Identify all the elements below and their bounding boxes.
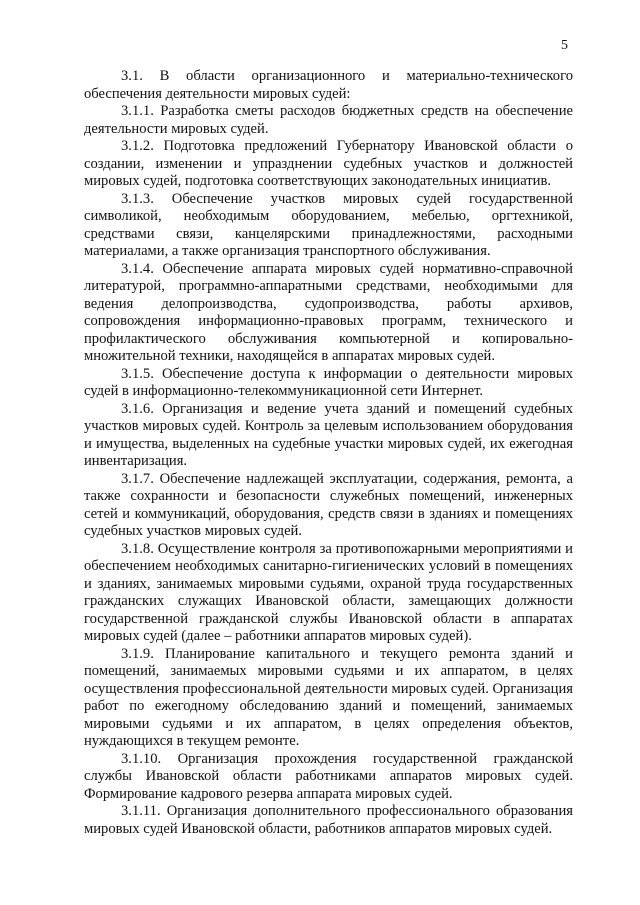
page-number: 5 — [561, 38, 568, 53]
paragraph-3-1-4: 3.1.4. Обеспечение аппарата мировых судей нормативно-справочной литературой, программно-аппаратными средствами, необходимыми для ведения делопроизводства, судопроизводства, работы архивов, сопровождения информационно-правовых программ, технического и профилактического обслуживания компьютерной и копировально-множительной техники, находящейся в аппаратах мировых судей. — [84, 260, 573, 364]
paragraph-3-1-10: 3.1.10. Организация прохождения государственной гражданской службы Ивановской области работниками аппаратов мировых судей. Формирование кадрового резерва аппарата мировых судей. — [84, 750, 573, 802]
paragraph-3-1-11: 3.1.11. Организация дополнительного профессионального образования мировых судей Ивановской области, работников аппаратов мировых судей. — [84, 803, 573, 837]
paragraph-3-1-1: 3.1.1. Разработка сметы расходов бюджетных средств на обеспечение деятельности мировых судей. — [84, 103, 573, 137]
paragraph-3-1: 3.1. В области организационного и материально-технического обеспечения деятельности мировых судей: — [84, 68, 573, 102]
paragraph-3-1-2: 3.1.2. Подготовка предложений Губернатору Ивановской области о создании, изменении и упразднении судебных участков и должностей мировых судей, подготовка соответствующих законодательных инициатив. — [84, 138, 573, 189]
paragraph-3-1-9: 3.1.9. Планирование капитального и текущего ремонта зданий и помещений, занимаемых мировыми судьями и их аппаратом, в целях осуществления профессиональной деятельности мировых судей. Организация работ по ежегодному обследованию зданий и помещений, занимаемых мировыми судьями и их аппаратом, в целях определения объектов, нуждающихся в текущем ремонте. — [84, 645, 573, 749]
paragraph-3-1-7: 3.1.7. Обеспечение надлежащей эксплуатации, содержания, ремонта, а также сохранности и безопасности служебных помещений, инженерных сетей и коммуникаций, оборудования, средств связи в зданиях и помещениях судебных участков мировых судей. — [84, 470, 573, 539]
paragraph-3-1-8: 3.1.8. Осуществление контроля за противопожарными мероприятиями и обеспечением необходимых санитарно-гигиенических условий в помещениях и зданиях, занимаемых мировыми судьями, охраной труда государственных гражданских служащих Ивановской области, замещающих должности государственной гражданской службы Ивановской области в аппаратах мировых судей (далее – работники аппаратов мировых судей). — [84, 540, 573, 644]
paragraph-3-1-6: 3.1.6. Организация и ведение учета зданий и помещений судебных участков мировых судей. Контроль за целевым использованием оборудования и имущества, выделенных на судебные участки мировых судей, их ежегодная инвентаризация. — [84, 400, 573, 469]
document-body — [84, 68, 573, 838]
paragraph-3-1-3: 3.1.3. Обеспечение участков мировых судей государственной символикой, необходимым оборудованием, мебелью, оргтехникой, средствами связи, канцелярскими принадлежностями, расходными материалами, а также организация транспортного обслуживания. — [84, 190, 573, 259]
paragraph-3-1-5: 3.1.5. Обеспечение доступа к информации о деятельности мировых судей в информационно-телекоммуникационной сети Интернет. — [84, 365, 573, 399]
